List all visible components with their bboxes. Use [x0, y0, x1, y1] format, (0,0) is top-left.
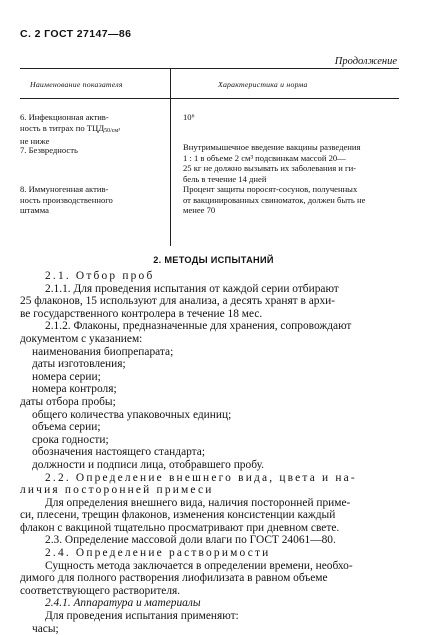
body-line: номера контроля; [32, 383, 117, 396]
row-value-line: 25 кг не должно вызывать их заболевания и ги- [183, 163, 357, 174]
body-line: ве государственного контролера в течение 18 мес. [20, 307, 263, 320]
body-line: обозначения настоящего стандарта; [32, 446, 206, 459]
row-value-line: Внутримышечное введение вакцины разведения [183, 142, 361, 152]
body-line: документом с указанием: [20, 332, 143, 345]
row-value-line: менее 70 [183, 205, 216, 216]
body-line: соответствующего растворителя. [20, 584, 181, 597]
row-name-line: 6. Инфекционная актив- [20, 112, 109, 122]
body-line: часы; [32, 622, 59, 635]
column-header-name: Наименование показателя [30, 80, 123, 89]
table-header-rule [20, 98, 399, 99]
table-row-name [20, 145, 166, 156]
body-line: 2.1.1. Для проведения испытания от каждой серии отбирают [45, 282, 339, 295]
row-name-subscript: 50/см³ [104, 127, 121, 134]
table-column-divider [170, 68, 171, 246]
body-line: должности и подписи лица, отобравшего пробу. [32, 458, 264, 471]
body-line: 2.2. Определение внешнего вида, цвета и на- [45, 471, 357, 484]
body-line: общего количества упаковочных единиц; [32, 408, 232, 421]
table-row-value [183, 142, 405, 184]
body-text [20, 270, 401, 635]
row-name-line: ность производственного [20, 194, 113, 205]
continuation-label: Продолжение [334, 56, 397, 67]
body-line: наименования биопрепарата; [32, 345, 174, 358]
row-name-line: ность в титрах по ТЦД [20, 122, 105, 133]
body-line: 2.1. Отбор проб [45, 270, 155, 282]
body-line: срока годности; [32, 433, 109, 446]
row-name-line: 8. Иммуногенная актив- [20, 184, 109, 194]
body-line: даты отбора пробы; [20, 395, 116, 408]
row-value-line: бель в течение 14 дней [183, 173, 267, 184]
body-line: 2.4.1. Аппаратура и материалы [45, 597, 201, 610]
body-line: даты изготовления; [32, 358, 126, 371]
section-title: 2. МЕТОДЫ ИСПЫТАНИЙ [153, 255, 274, 265]
body-line: димого для полного растворения лиофилизата в равном объеме [20, 572, 328, 585]
row-value-line: 1 : 1 в объеме 2 см³ подсвинкам массой 20— [183, 152, 346, 163]
table-row-name [20, 184, 166, 216]
body-line: Для проведения испытания применяют: [45, 610, 239, 623]
row-value-line: Процент защиты поросят-сосунов, полученных [183, 184, 358, 194]
body-line: флакон с вакциной тщательно просматривают при дневном свете. [20, 521, 340, 534]
body-line: личия посторонней примеси [20, 484, 214, 497]
row-name-line: не ниже [20, 136, 50, 147]
table-top-rule [20, 68, 399, 69]
row-name-line: 7. Безвредность [20, 145, 78, 155]
body-line: 2.1.2. Флаконы, предназначенные для хранения, сопровождают [45, 320, 352, 333]
body-line: Сущность метода заключается в определении времени, необхо- [45, 559, 353, 572]
table-row-name [20, 112, 166, 147]
row-name-line: штамма [20, 205, 49, 216]
body-line: си, плесени, трещин флаконов, изменения консистенции каждый [20, 509, 336, 522]
body-line: 2.4. Определение растворимости [45, 547, 271, 560]
body-line: Для определения внешнего вида, наличия посторонней приме- [45, 496, 351, 509]
body-line: номера серии; [32, 370, 101, 383]
body-line: объема серии; [32, 421, 101, 434]
row-value-line: от вакцинированных свиноматок, должен быть не [183, 194, 366, 205]
row-value-line: 10⁶ [183, 112, 195, 122]
body-line: 2.3. Определение массовой доли влаги по ГОСТ 24061—80. [45, 534, 336, 547]
body-line: 25 флаконов, 15 используют для анализа, а десять хранят в архи- [20, 295, 336, 308]
table-row-value [183, 184, 405, 216]
table-row-value [183, 112, 403, 123]
column-header-value: Характеристика и норма [218, 80, 308, 89]
page-header: С. 2 ГОСТ 27147—86 [20, 28, 132, 40]
